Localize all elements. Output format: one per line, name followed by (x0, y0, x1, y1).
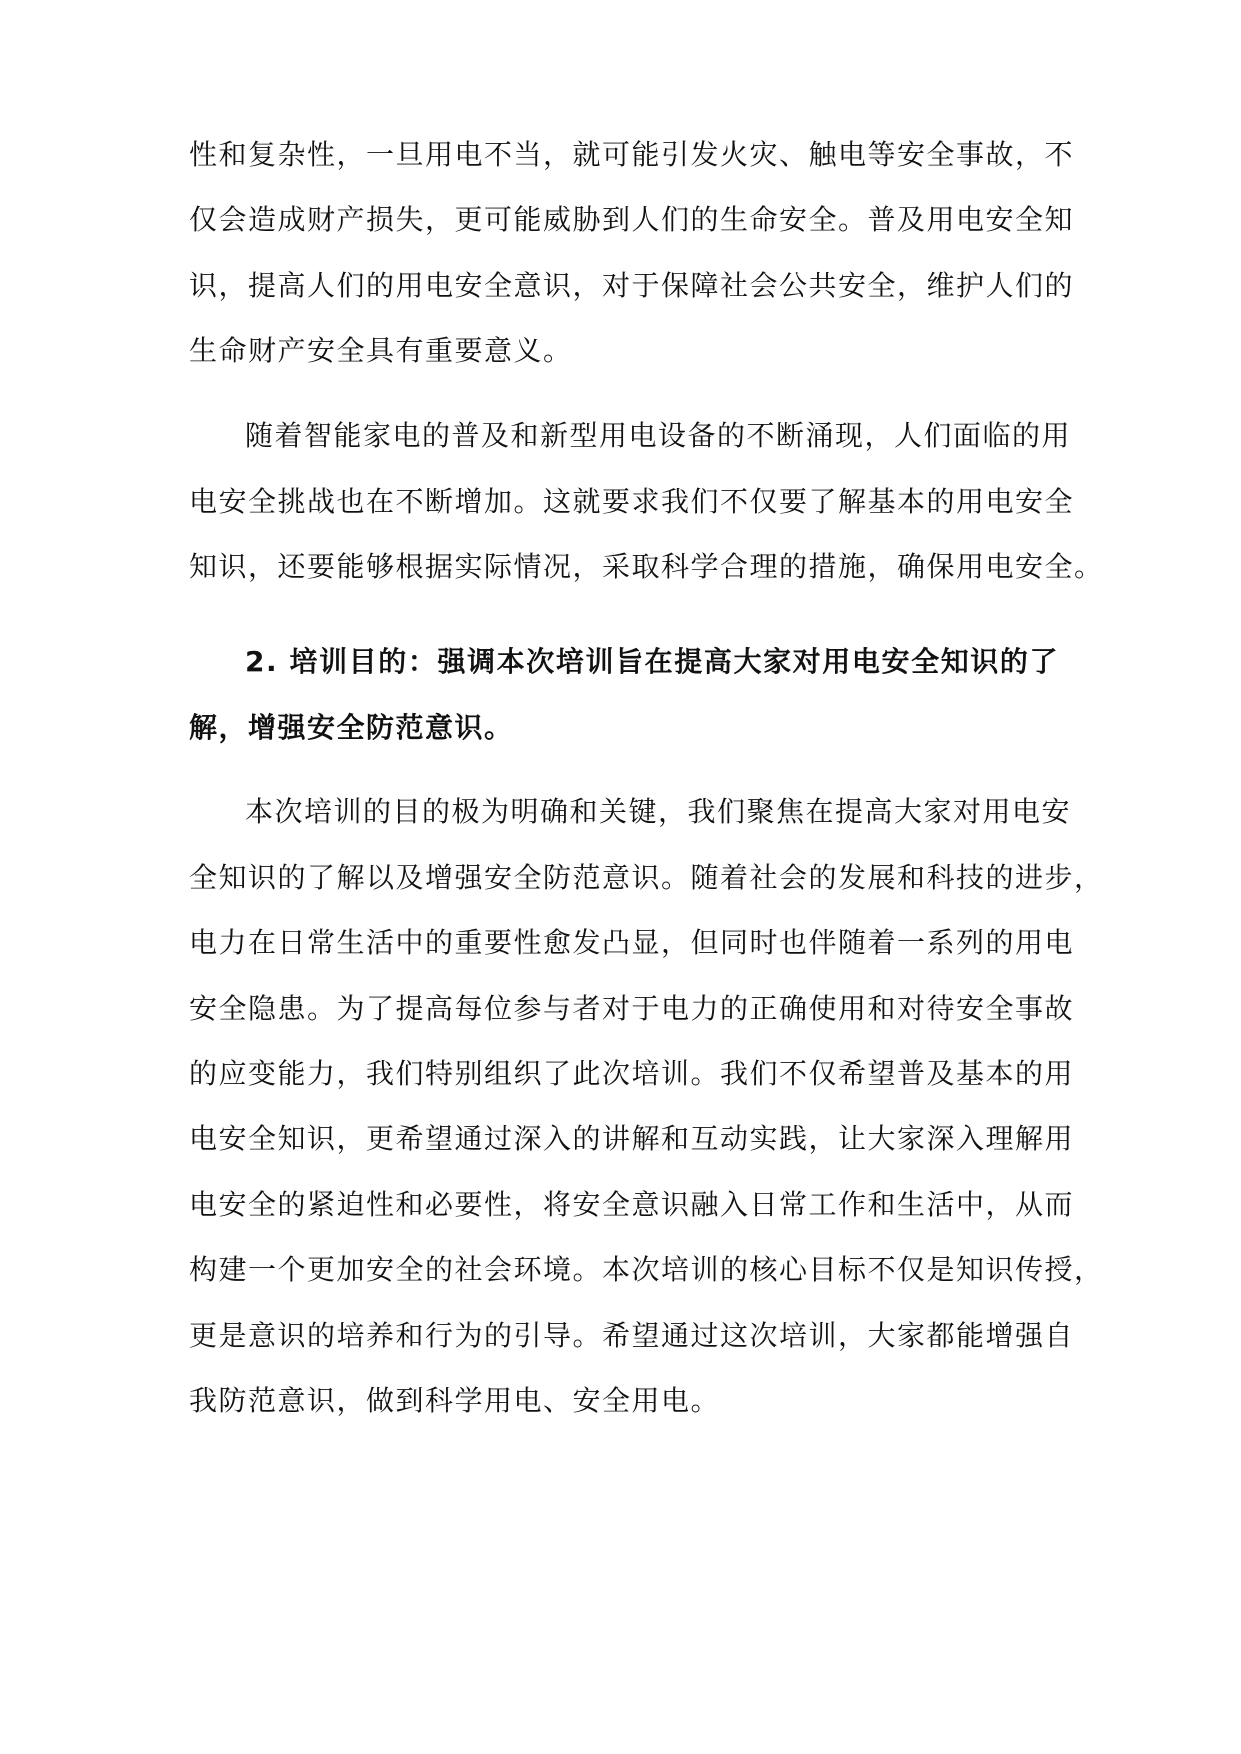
paragraph-3-line-9: 更是意识的培养和行为的引导。希望通过这次培训，大家都能增强自 (189, 1319, 1075, 1352)
paragraph-3-line-4: 安全隐患。为了提高每位参与者对于电力的正确使用和对待安全事故 (189, 992, 1075, 1025)
section-heading-line-1: 2. 培训目的：强调本次培训旨在提高大家对用电安全知识的了 (245, 645, 1059, 678)
paragraph-2-line-2: 电安全挑战也在不断增加。这就要求我们不仅要了解基本的用电安全 (189, 485, 1075, 518)
paragraph-3-line-2: 全知识的了解以及增强安全防范意识。随着社会的发展和科技的进步， (189, 861, 1104, 894)
paragraph-1-line-4: 生命财产安全具有重要意义。 (189, 334, 573, 367)
paragraph-3-line-6: 电安全知识，更希望通过深入的讲解和互动实践，让大家深入理解用 (189, 1122, 1075, 1155)
paragraph-3-line-8: 构建一个更加安全的社会环境。本次培训的核心目标不仅是知识传授， (189, 1253, 1104, 1286)
section-heading-line-2: 解，增强安全防范意识。 (189, 711, 514, 744)
paragraph-3-line-3: 电力在日常生活中的重要性愈发凸显，但同时也伴随着一系列的用电 (189, 926, 1075, 959)
paragraph-3-line-7: 电安全的紧迫性和必要性，将安全意识融入日常工作和生活中，从而 (189, 1188, 1075, 1221)
paragraph-1-line-3: 识，提高人们的用电安全意识，对于保障社会公共安全，维护人们的 (189, 269, 1075, 302)
paragraph-2-line-3: 知识，还要能够根据实际情况，采取科学合理的措施，确保用电安全。 (189, 550, 1104, 583)
paragraph-3-line-1: 本次培训的目的极为明确和关键，我们聚焦在提高大家对用电安 (245, 795, 1072, 828)
paragraph-3-line-5: 的应变能力，我们特别组织了此次培训。我们不仅希望普及基本的用 (189, 1057, 1075, 1090)
paragraph-3-line-10: 我防范意识，做到科学用电、安全用电。 (189, 1384, 721, 1417)
paragraph-1-line-1: 性和复杂性，一旦用电不当，就可能引发火灾、触电等安全事故，不 (189, 138, 1075, 171)
paragraph-1-line-2: 仅会造成财产损失，更可能威胁到人们的生命安全。普及用电安全知 (189, 203, 1075, 236)
paragraph-2-line-1: 随着智能家电的普及和新型用电设备的不断涌现，人们面临的用 (245, 419, 1072, 452)
